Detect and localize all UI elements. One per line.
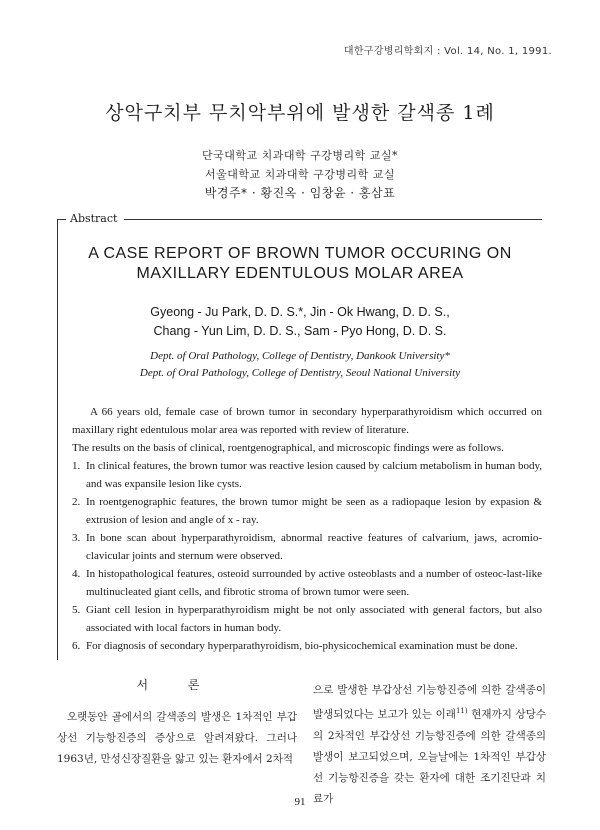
finding-text: In histopathological features, osteoid surrounded by active osteoblasts and a number of osteoc-last-like multinucleated giant cells, and fibrotic stroma of brown tumor were seen. [86, 568, 542, 598]
department-1: Dept. of Oral Pathology, College of Dentistry, Dankook University* [150, 350, 450, 362]
finding-item [72, 565, 542, 601]
abstract-results-intro: The results on the basis of clinical, roentgenographical, and microscopic findings were as follows. [72, 442, 504, 454]
body-right-text-2: 현재까지 상당수의 2차적인 부갑상선 기능항진증에 의한 갈색종의 발생이 보고되었으며, 오늘날에는 1차적인 부갑상선 기능항진증을 갖는 환자에 대한 조기진단과 치료가 [313, 708, 546, 805]
english-title-line-2: MAXILLARY EDENTULOUS MOLAR AREA [136, 265, 464, 282]
authors-en-line-1: Gyeong - Ju Park, D. D. S.*, Jin - Ok Hwang, D. D. S., [150, 305, 450, 319]
findings-list [72, 457, 542, 655]
finding-number: 6. [72, 640, 81, 652]
finding-text: In clinical features, the brown tumor was reactive lesion caused by calcium metabolism in human body, and was expansile lesion like cysts. [86, 460, 542, 490]
finding-number: 4. [72, 568, 81, 580]
finding-item [72, 529, 542, 565]
citation-superscript: 11) [455, 707, 468, 715]
finding-text: In roentgenographic features, the brown tumor might be seen as a radiopaque lesion by expasion & extrusion of lesion and angle of x - ray. [86, 496, 542, 526]
abstract-label: Abstract [66, 212, 121, 225]
affiliation-ko-1: 단국대학교 치과대학 구강병리학 교실* [201, 149, 398, 162]
body-column-left: 오랫동안 골에서의 갈색종의 발생은 1차적인 부갑상선 기능항진증의 증상으로 알려져왔다. 그러나 1963년, 만성신장질환을 앓고 있는 환자에서 2차적 [57, 711, 297, 765]
finding-text: Giant cell lesion in hyperparathyroidism might be not only associated with general factors, but also associated with local factors in human body. [86, 604, 542, 634]
abstract-intro: A 66 years old, female case of brown tumor in secondary hyperparathyroidism which occurred on maxillary right edentulous molar area was reported with review of literature. [72, 406, 542, 436]
section-heading: 서 론 [136, 678, 218, 692]
finding-number: 3. [72, 532, 81, 544]
korean-title: 상악구치부 무치악부위에 발생한 갈색종 1례 [105, 102, 495, 124]
finding-item [72, 493, 542, 529]
abstract-rule-vertical [57, 219, 58, 660]
authors-en [60, 303, 540, 341]
authors-ko: 박경주* · 황진옥 · 임창윤 · 홍삼표 [204, 186, 396, 200]
abstract-body [72, 403, 542, 655]
authors-en-line-2: Chang - Yun Lim, D. D. S., Sam - Pyo Hong, D. D. S. [153, 324, 447, 338]
finding-text: For diagnosis of secondary hyperparathyroidism, bio-physicochemical examination must be done. [86, 640, 518, 652]
english-title-line-1: A CASE REPORT OF BROWN TUMOR OCCURING ON [88, 245, 512, 262]
department-2: Dept. of Oral Pathology, College of Dentistry, Seoul National University [139, 367, 461, 379]
page-number: 91 [294, 796, 306, 808]
journal-header: 대한구강병리학회지 : Vol. 14, No. 1, 1991. [343, 46, 552, 57]
finding-number: 2. [72, 496, 81, 508]
finding-text: In bone scan about hyperparathyroidism, abnormal reactive features of calvarium, jaws, acromio-clavicular joints and sternum were observed. [86, 532, 542, 562]
finding-item [72, 637, 542, 655]
abstract-rule-top [124, 219, 542, 220]
body-column-right [313, 680, 546, 810]
finding-item [72, 457, 542, 493]
finding-number: 5. [72, 604, 81, 616]
finding-item [72, 601, 542, 637]
affiliation-ko-2: 서울대학교 치과대학 구강병리학 교실 [204, 168, 395, 181]
body-right-text-1: 으로 발생한 부갑상선 기능항진증에 의한 갈색종이 발생되었다는 보고가 있는 이래 [313, 684, 546, 721]
finding-number: 1. [72, 460, 81, 472]
english-title [60, 244, 540, 284]
